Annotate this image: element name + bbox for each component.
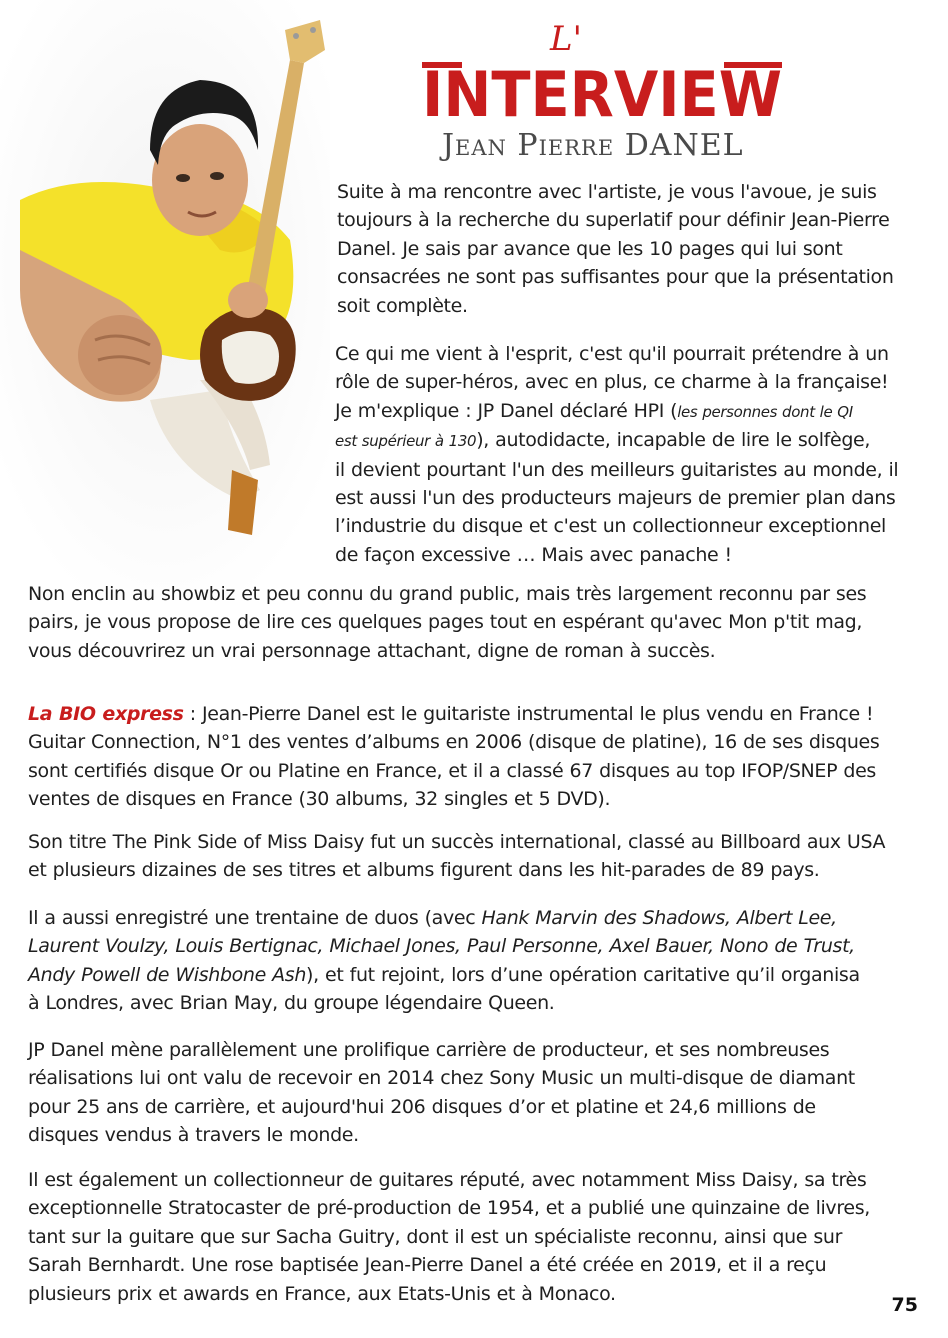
intro-paragraph-3: Non enclin au showbiz et peu connu du grand public, mais très largement reconnu par ses pairs, je vous propose de lire ces quelques pages tout en espérant qu'avec Mon p'tit mag, vous découvrirez un vrai personnage attachant, digne de roman à succès. (28, 583, 867, 662)
bio-paragraph-5: Il est également un collectionneur de guitares réputé, avec notamment Miss Daisy, sa très exceptionnelle Stratocaster de pré-production de 1954, et a publié une quinzaine de livres, tant sur la guitare que sur Sacha Guitry, dont il est un spécialiste reconnu, ainsi que sur Sarah Bernhardt. Une rose baptisée Jean-Pierre Danel a été créée en 2019, et il a reçu plusieurs prix et awards en France, aux Etats-Unis et à Monaco. (28, 1169, 870, 1305)
artist-photo-illustration (0, 0, 330, 600)
bio-express-label: La BIO express (28, 703, 184, 725)
interview-logo (412, 18, 792, 128)
interview-subtitle: Jean Pierre DANEL (442, 128, 744, 163)
artist-photo (0, 0, 330, 600)
bio-paragraph-1: La BIO express : Jean-Pierre Danel est le guitariste instrumental le plus vendu en France ! Guitar Connection, N°1 des ventes d’albums en 2006 (disque de platine), 16 de ses disques sont certifiés disque Or ou Platine en France, et il a classé 67 disques au top IFOP/SNEP des ventes de disques en France (30 albums, 32 singles et 5 DVD). (28, 703, 880, 811)
bio-paragraph-3: Il a aussi enregistré une trentaine de duos (avec Hank Marvin des Shadows, Albert Lee, Laurent Voulzy, Louis Bertignac, Michael Jones, Paul Personne, Axel Bauer, Nono de Trust, Andy Powell de Wishbone Ash), et fut rejoint, lors d’une opération caritative qu’il organisa à Londres, avec Brian May, du groupe légendaire Queen. (28, 907, 860, 1015)
page-number: 75 (891, 1294, 918, 1316)
intro-paragraph-2: Ce qui me vient à l'esprit, c'est qu'il pourrait prétendre à un rôle de super-héros, avec en plus, ce charme à la française! Je m'explique : JP Danel déclaré HPI (les personnes dont le QI est supérieur à 130), autodidacte, incapable de lire le solfège, il devient pourtant l'un des meilleurs guitaristes au monde, il est aussi l'un des producteurs majeurs de premier plan dans l’industrie du disque et c'est un collectionneur exceptionnel de façon excessive … Mais avec panache ! (335, 343, 899, 566)
header-prefix: L' (550, 19, 582, 59)
intro-paragraph-1: Suite à ma rencontre avec l'artiste, je vous l'avoue, je suis toujours à la recherche du superlatif pour définir Jean-Pierre Danel. Je sais par avance que les 10 pages qui lui sont consacrées ne sont pas suffisantes pour que la présentation soit complète. (337, 181, 894, 317)
header-title: INTERVIEW (422, 58, 782, 128)
bio-paragraph-2: Son titre The Pink Side of Miss Daisy fut un succès international, classé au Billboard aux USA et plusieurs dizaines de ses titres et albums figurent dans les hit-parades de 89 pays. (28, 831, 886, 882)
bio-paragraph-4: JP Danel mène parallèlement une prolifique carrière de producteur, et ses nombreuses réalisations lui ont valu de recevoir en 2014 chez Sony Music un multi-disque de diamant pour 25 ans de carrière, et aujourd'hui 206 disques d’or et platine et 24,6 millions de disques vendus à travers le monde. (28, 1039, 855, 1147)
